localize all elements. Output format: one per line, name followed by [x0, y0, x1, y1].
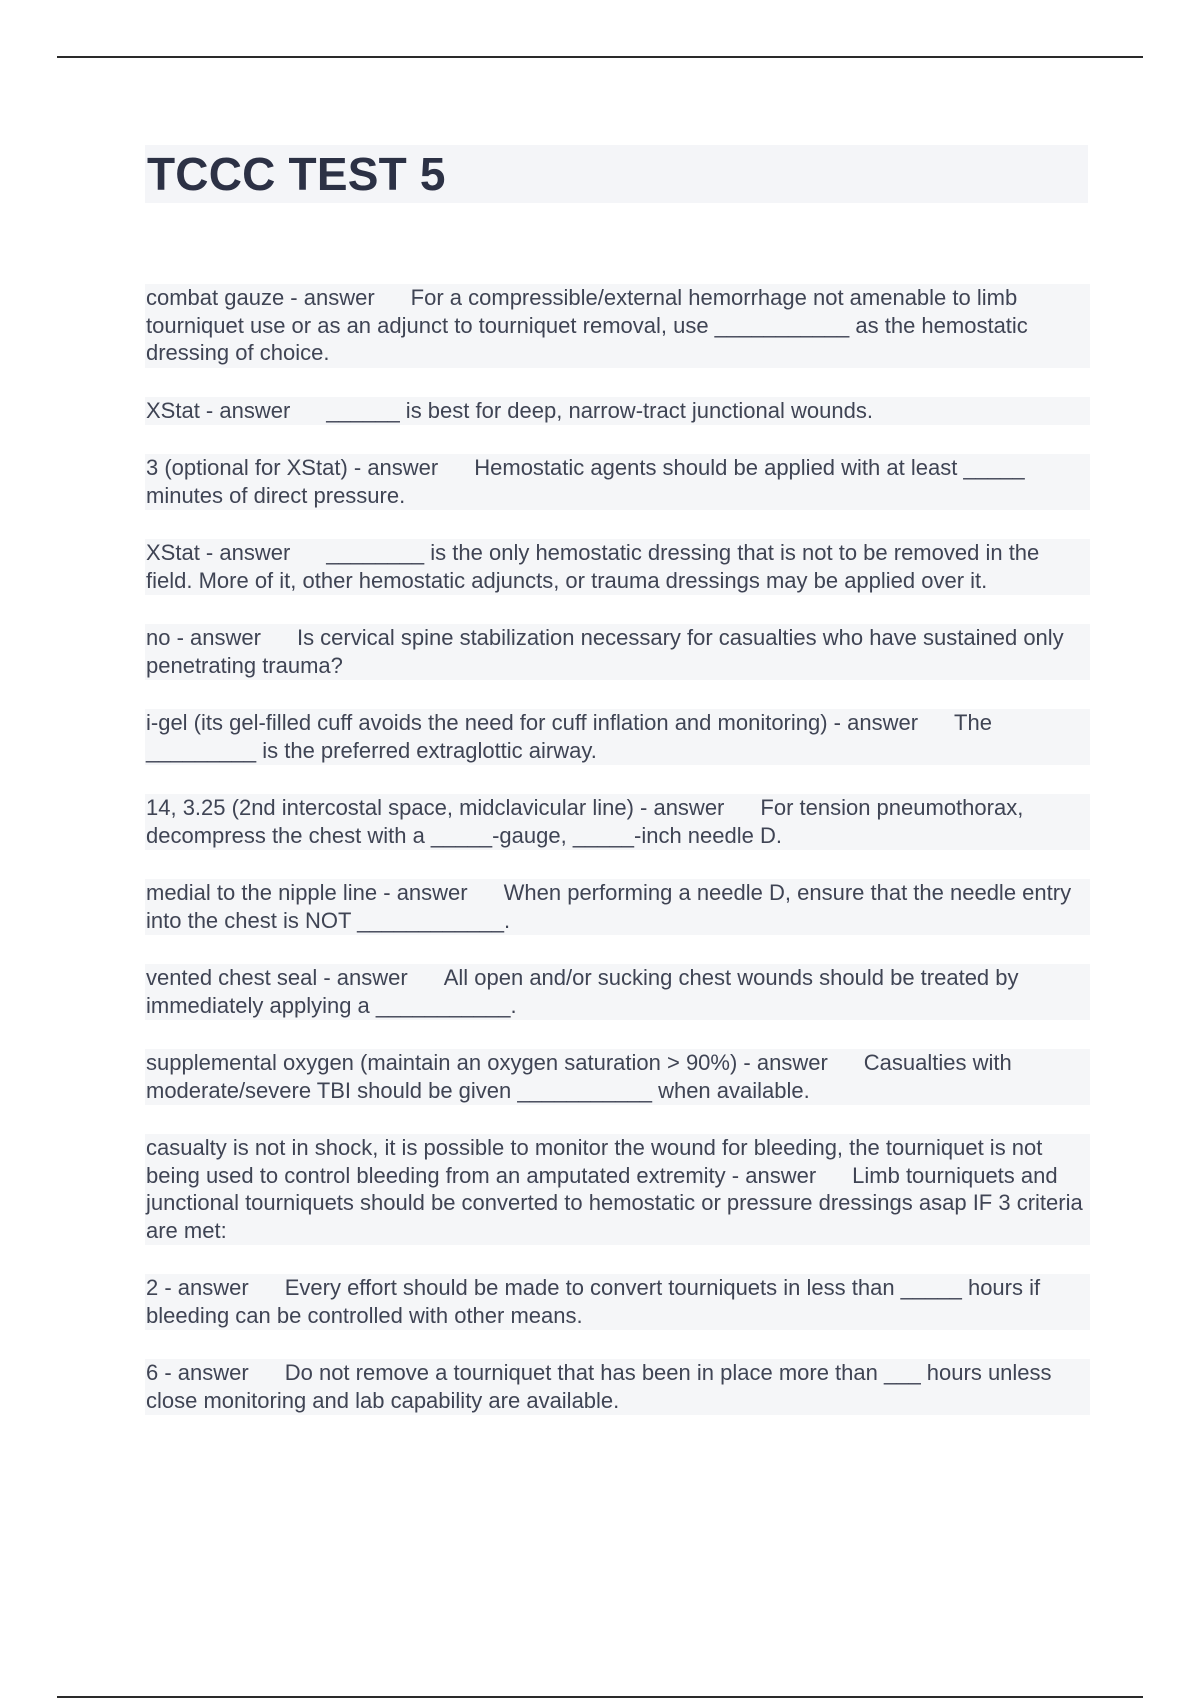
qa-question: The _________ is the preferred extraglottic airway.	[146, 710, 992, 763]
qa-question: Is cervical spine stabilization necessary for casualties who have sustained only penetrating trauma?	[146, 625, 1064, 678]
qa-answer: XStat - answer	[146, 397, 291, 423]
qa-answer: 14, 3.25 (2nd intercostal space, midclavicular line) - answer	[146, 795, 725, 820]
qa-item	[145, 1359, 1090, 1415]
qa-item	[145, 1049, 1090, 1105]
qa-question: For tension pneumothorax, decompress the chest with a _____-gauge, _____-inch needle D.	[146, 795, 1024, 848]
qa-question: When performing a needle D, ensure that the needle entry into the chest is NOT ____________.	[146, 880, 1072, 933]
qa-answer: combat gauze - answer	[146, 285, 375, 310]
qa-question: Every effort should be made to convert tourniquets in less than _____ hours if bleeding can be controlled with other means.	[146, 1275, 1041, 1328]
qa-item	[145, 709, 1090, 765]
qa-item	[145, 397, 1090, 426]
footer-rule	[57, 1696, 1143, 1698]
qa-item	[145, 454, 1090, 510]
qa-answer: i-gel (its gel-filled cuff avoids the need for cuff inflation and monitoring) - answer	[146, 710, 919, 735]
qa-question: Limb tourniquets and junctional tourniquets should be converted to hemostatic or pressure dressings asap IF 3 criteria are met:	[146, 1162, 1083, 1243]
qa-answer: 6 - answer	[146, 1360, 249, 1385]
qa-answer: supplemental oxygen (maintain an oxygen saturation > 90%) - answer	[146, 1050, 828, 1075]
qa-answer: no - answer	[146, 625, 261, 650]
qa-answer: 3 (optional for XStat) - answer	[146, 455, 439, 480]
qa-answer: medial to the nipple line - answer	[146, 880, 468, 905]
qa-list	[145, 284, 1090, 1444]
qa-item	[145, 624, 1090, 680]
qa-item	[145, 1274, 1090, 1330]
qa-item	[145, 794, 1090, 850]
qa-item	[145, 284, 1090, 368]
qa-question: ______ is best for deep, narrow-tract junctional wounds.	[326, 397, 873, 423]
qa-question: For a compressible/external hemorrhage not amenable to limb tourniquet use or as an adjunct to tourniquet removal, use ___________ as the hemostatic dressing of choice.	[146, 285, 1028, 365]
qa-answer: vented chest seal - answer	[146, 965, 408, 990]
qa-answer: 2 - answer	[146, 1275, 249, 1300]
document-title: TCCC TEST 5	[147, 148, 446, 200]
qa-question: Do not remove a tourniquet that has been in place more than ___ hours unless close monitoring and lab capability are available.	[146, 1360, 1052, 1413]
qa-item	[145, 964, 1090, 1020]
qa-question: All open and/or sucking chest wounds should be treated by immediately applying a ___________.	[146, 965, 1019, 1018]
header-rule	[57, 56, 1143, 58]
qa-item	[145, 539, 1090, 595]
qa-item	[145, 879, 1090, 935]
qa-question: ________ is the only hemostatic dressing that is not to be removed in the field. More of it, other hemostatic adjuncts, or trauma dressings may be applied over it.	[146, 540, 1040, 593]
qa-question: Hemostatic agents should be applied with at least _____ minutes of direct pressure.	[146, 455, 1025, 508]
qa-answer: XStat - answer	[146, 540, 291, 565]
qa-question: Casualties with moderate/severe TBI should be given ___________ when available.	[146, 1050, 1012, 1103]
qa-answer: casualty is not in shock, it is possible to monitor the wound for bleeding, the tourniquet is not being used to control bleeding from an amputated extremity - answer	[146, 1135, 1043, 1188]
qa-item	[145, 1134, 1090, 1245]
